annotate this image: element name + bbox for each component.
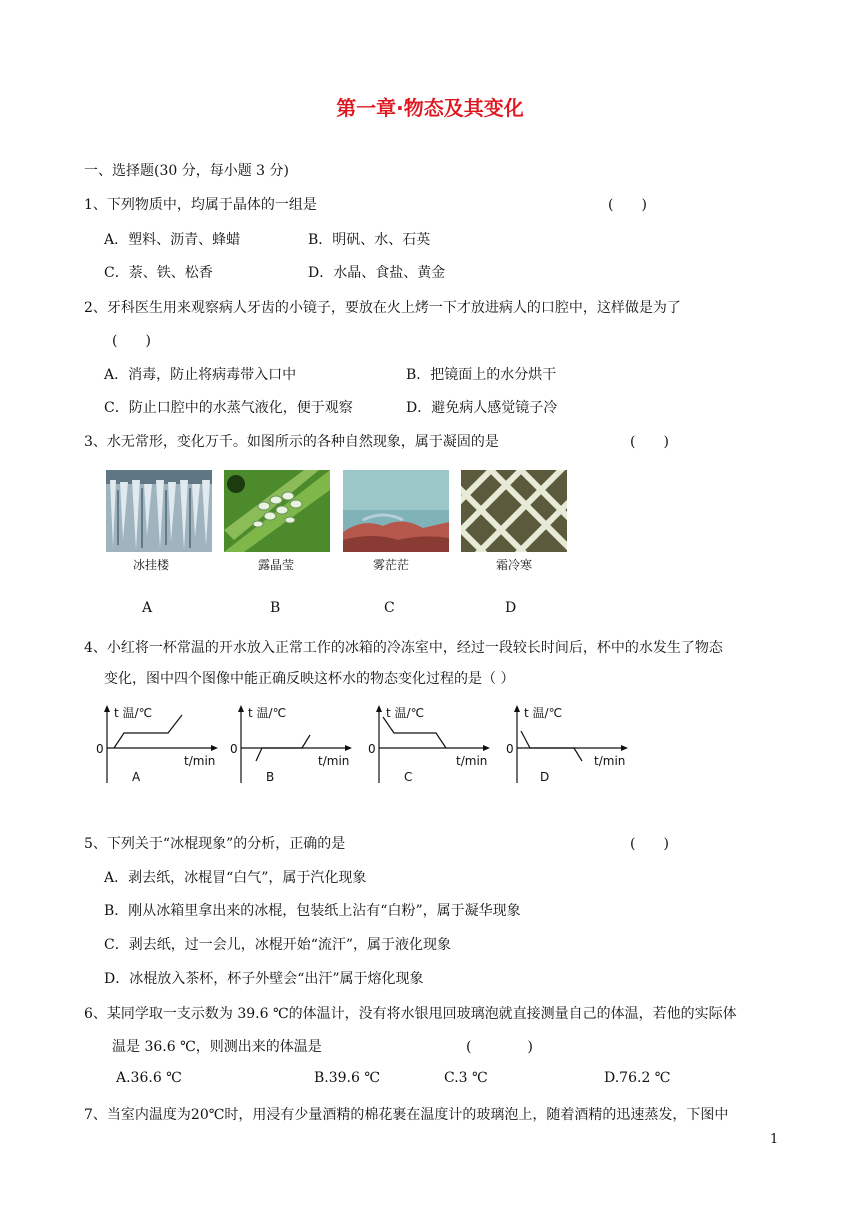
q1-option-a: A．塑料、沥青、蜂蜡 [104,232,241,248]
graph-b-xlabel: t/min [318,754,350,768]
q6-stem-line2: 温是 36.6 ℃，则测出来的体温是 [112,1039,322,1055]
caption-b: 露晶莹 [258,558,295,572]
graph-d-origin: 0 [506,742,514,756]
q3-stem: 3、水无常形，变化万千。如图所示的各种自然现象，属于凝固的是 [84,434,499,450]
q2-option-a: A．消毒，防止将病毒带入口中 [104,367,297,383]
photo-label-d: D [505,600,517,616]
graph-d-ylabel: t 温/℃ [524,706,563,720]
graph-b-curve [256,735,310,761]
caption-d: 霜冷寒 [496,558,533,572]
dew-leaf-photo [224,470,330,552]
q5-option-a: A．剥去纸，冰棍冒“白气”，属于汽化现象 [104,870,367,886]
q6-option-c: C.3 ℃ [444,1070,488,1086]
caption-c: 雾茫茫 [373,558,410,572]
graph-d-xlabel: t/min [594,754,626,768]
graph-d-curve [521,731,582,761]
q6-option-a: A.36.6 ℃ [116,1070,182,1086]
graph-c-letter: C [404,770,413,784]
q5-option-b: B．刚从冰箱里拿出来的冰棍，包装纸上沾有“白粉”，属于凝华现象 [104,903,521,919]
q2-option-b: B．把镜面上的水分烘干 [406,367,557,383]
q5-option-d: D．冰棍放入茶杯，杯子外壁会“出汗”属于熔化现象 [104,971,424,987]
q6-option-d: D.76.2 ℃ [604,1070,671,1086]
q5-stem: 5、下列关于“冰棍现象”的分析，正确的是 [84,836,346,852]
graph-a-xlabel: t/min [184,754,216,768]
q6-stem-line1: 6、某同学取一支示数为 39.6 ℃的体温计，没有将水银甩回玻璃泡就直接测量自己的体温，若他的实际体 [84,1006,737,1022]
graph-b-origin: 0 [230,742,238,756]
graph-c-ylabel: t 温/℃ [386,706,425,720]
q5-answer-bracket: ( ) [630,836,669,852]
fog-photo [343,470,449,552]
graph-c-curve [383,717,446,748]
graph-b [228,703,358,787]
graph-b-letter: B [266,770,275,784]
q2-option-c: C．防止口腔中的水蒸气液化，便于观察 [104,400,353,416]
photo-label-c: C [384,600,395,616]
graph-c-xlabel: t/min [456,754,488,768]
q2-option-d: D．避免病人感觉镜子冷 [406,400,558,416]
graph-d-letter: D [540,770,550,784]
graph-a [94,703,224,787]
photo-label-a: A [142,600,153,616]
q2-stem: 2、牙科医生用来观察病人牙齿的小镜子，要放在火上烤一下才放进病人的口腔中，这样做是为了 [84,300,681,316]
q1-stem: 1、下列物质中，均属于晶体的一组是 [84,197,317,213]
graph-a-letter: A [132,770,141,784]
q6-option-b: B.39.6 ℃ [314,1070,381,1086]
q6-answer-bracket: ( ) [466,1039,533,1055]
graph-c-origin: 0 [368,742,376,756]
q1-option-c: C．萘、铁、松香 [104,265,213,281]
q3-answer-bracket: ( ) [630,434,669,450]
graph-a-ylabel: t 温/℃ [114,706,153,720]
graph-d [504,703,634,787]
q4-stem-line2: 变化，图中四个图像中能正确反映这杯水的物态变化过程的是（ ） [104,671,515,687]
graph-c [366,703,496,787]
q1-option-b: B．明矾、水、石英 [308,232,431,248]
frost-mesh-photo [461,470,567,552]
q1-answer-bracket: ( ) [608,197,647,213]
page-title: 第一章·物态及其变化 [336,96,524,120]
q2-answer-bracket: ( ) [112,333,151,349]
graph-a-origin: 0 [96,742,104,756]
q5-option-c: C．剥去纸，过一会儿，冰棍开始“流汗”，属于液化现象 [104,937,452,953]
graph-b-ylabel: t 温/℃ [248,706,287,720]
q4-stem-line1: 4、小红将一杯常温的开水放入正常工作的冰箱的冷冻室中，经过一段较长时间后，杯中的水发生了物态 [84,640,723,656]
photo-label-b: B [270,600,281,616]
section-heading: 一、选择题(30 分，每小题 3 分) [84,163,289,179]
page-number: 1 [770,1132,779,1147]
q1-option-d: D．水晶、食盐、黄金 [308,265,446,281]
icicles-photo [106,470,212,552]
caption-a: 冰挂楼 [133,558,170,572]
q7-stem: 7、当室内温度为20℃时，用浸有少量酒精的棉花裹在温度计的玻璃泡上，随着酒精的迅速蒸发，下图中 [84,1107,729,1123]
